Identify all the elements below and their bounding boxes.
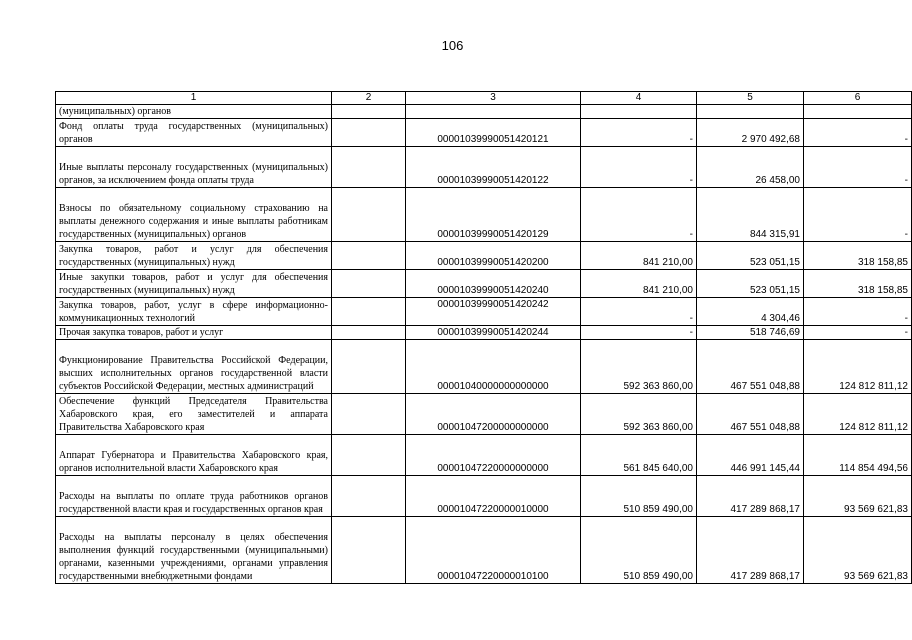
row-name: Иные закупки товаров, работ и услуг для обеспечения государственных (муниципальных) нужд [56,270,332,298]
row-col2 [332,188,406,242]
row-name: (муниципальных) органов [56,105,332,119]
row-col5: 467 551 048,88 [697,394,804,435]
column-header-5: 5 [697,92,804,105]
column-header-4: 4 [581,92,697,105]
row-col4: 841 210,00 [581,242,697,270]
row-col6: 124 812 811,12 [804,394,912,435]
row-col6: - [804,298,912,326]
row-col4: 510 859 490,00 [581,476,697,517]
row-col6: 124 812 811,12 [804,340,912,394]
row-col2 [332,119,406,147]
row-col6: - [804,119,912,147]
column-header-2: 2 [332,92,406,105]
row-col5: 446 991 145,44 [697,435,804,476]
row-name: Функционирование Правительства Российской Федерации, высших исполнительных органов государственной власти субъектов Российской Федерации, местных администраций [56,340,332,394]
row-col5 [697,105,804,119]
table-row [56,242,912,270]
row-col6: - [804,188,912,242]
table-row [56,270,912,298]
row-col4: - [581,147,697,188]
table-row [56,340,912,394]
row-name: Аппарат Губернатора и Правительства Хабаровского края, органов исполнительной власти Хабаровского края [56,435,332,476]
table-header-row [56,92,912,105]
page-number: 106 [441,38,464,53]
row-col4: - [581,188,697,242]
table-row [56,119,912,147]
row-code: 00001039990051420242 [406,298,581,326]
table-row [56,105,912,119]
row-name: Закупка товаров, работ, услуг в сфере информационно-коммуникационных технологий [56,298,332,326]
table-row [56,188,912,242]
table-row [56,147,912,188]
row-code: 00001047220000010000 [406,476,581,517]
row-col4 [581,105,697,119]
row-col5: 4 304,46 [697,298,804,326]
row-col4: - [581,326,697,340]
row-col2 [332,476,406,517]
table-row [56,517,912,584]
row-name: Обеспечение функций Председателя Правительства Хабаровского края, его заместителей и аппарата Правительства Хабаровского края [56,394,332,435]
budget-table [55,91,912,584]
row-col5: 417 289 868,17 [697,517,804,584]
row-name: Расходы на выплаты персоналу в целях обеспечения выполнения функций государственными (муниципальными) органами, казенными учреждениями, органами управления государственными внебюджетными фондами [56,517,332,584]
column-header-1: 1 [56,92,332,105]
row-code: 00001039990051420122 [406,147,581,188]
row-name: Закупка товаров, работ и услуг для обеспечения государственных (муниципальных) нужд [56,242,332,270]
table-row [56,298,912,326]
row-col2 [332,298,406,326]
row-col5: 417 289 868,17 [697,476,804,517]
row-col2 [332,517,406,584]
row-col4: 561 845 640,00 [581,435,697,476]
row-code: 00001039990051420200 [406,242,581,270]
row-col6: 318 158,85 [804,242,912,270]
row-col5: 523 051,15 [697,242,804,270]
row-col6: - [804,147,912,188]
row-col2 [332,394,406,435]
row-col4: 841 210,00 [581,270,697,298]
row-col5: 467 551 048,88 [697,340,804,394]
row-col2 [332,340,406,394]
row-code: 00001039990051420240 [406,270,581,298]
table-row [56,476,912,517]
row-col6: - [804,326,912,340]
row-col2 [332,435,406,476]
row-col6 [804,105,912,119]
table-row [56,394,912,435]
row-code: 00001047200000000000 [406,394,581,435]
row-col2 [332,326,406,340]
row-code: 00001047220000000000 [406,435,581,476]
row-code: 00001039990051420244 [406,326,581,340]
row-col6: 93 569 621,83 [804,517,912,584]
row-col5: 844 315,91 [697,188,804,242]
row-col4: - [581,298,697,326]
row-col6: 318 158,85 [804,270,912,298]
row-col6: 114 854 494,56 [804,435,912,476]
row-name: Расходы на выплаты по оплате труда работников органов государственной власти края и государственных органов края [56,476,332,517]
row-col5: 2 970 492,68 [697,119,804,147]
row-col4: - [581,119,697,147]
row-col2 [332,242,406,270]
row-code: 00001040000000000000 [406,340,581,394]
column-header-3: 3 [406,92,581,105]
table-row [56,326,912,340]
table-row [56,435,912,476]
row-code: 00001039990051420129 [406,188,581,242]
row-col4: 510 859 490,00 [581,517,697,584]
row-code: 00001039990051420121 [406,119,581,147]
row-col5: 523 051,15 [697,270,804,298]
row-col4: 592 363 860,00 [581,394,697,435]
column-header-6: 6 [804,92,912,105]
row-code [406,105,581,119]
row-name: Прочая закупка товаров, работ и услуг [56,326,332,340]
row-col4: 592 363 860,00 [581,340,697,394]
row-col2 [332,147,406,188]
row-col6: 93 569 621,83 [804,476,912,517]
row-col2 [332,270,406,298]
row-col5: 26 458,00 [697,147,804,188]
row-code: 00001047220000010100 [406,517,581,584]
row-col2 [332,105,406,119]
row-name: Иные выплаты персоналу государственных (муниципальных) органов, за исключением фонда оплаты труда [56,147,332,188]
row-name: Взносы по обязательному социальному страхованию на выплаты денежного содержания и иные выплаты работникам государственных (муниципальных) органов [56,188,332,242]
row-name: Фонд оплаты труда государственных (муниципальных) органов [56,119,332,147]
row-col5: 518 746,69 [697,326,804,340]
